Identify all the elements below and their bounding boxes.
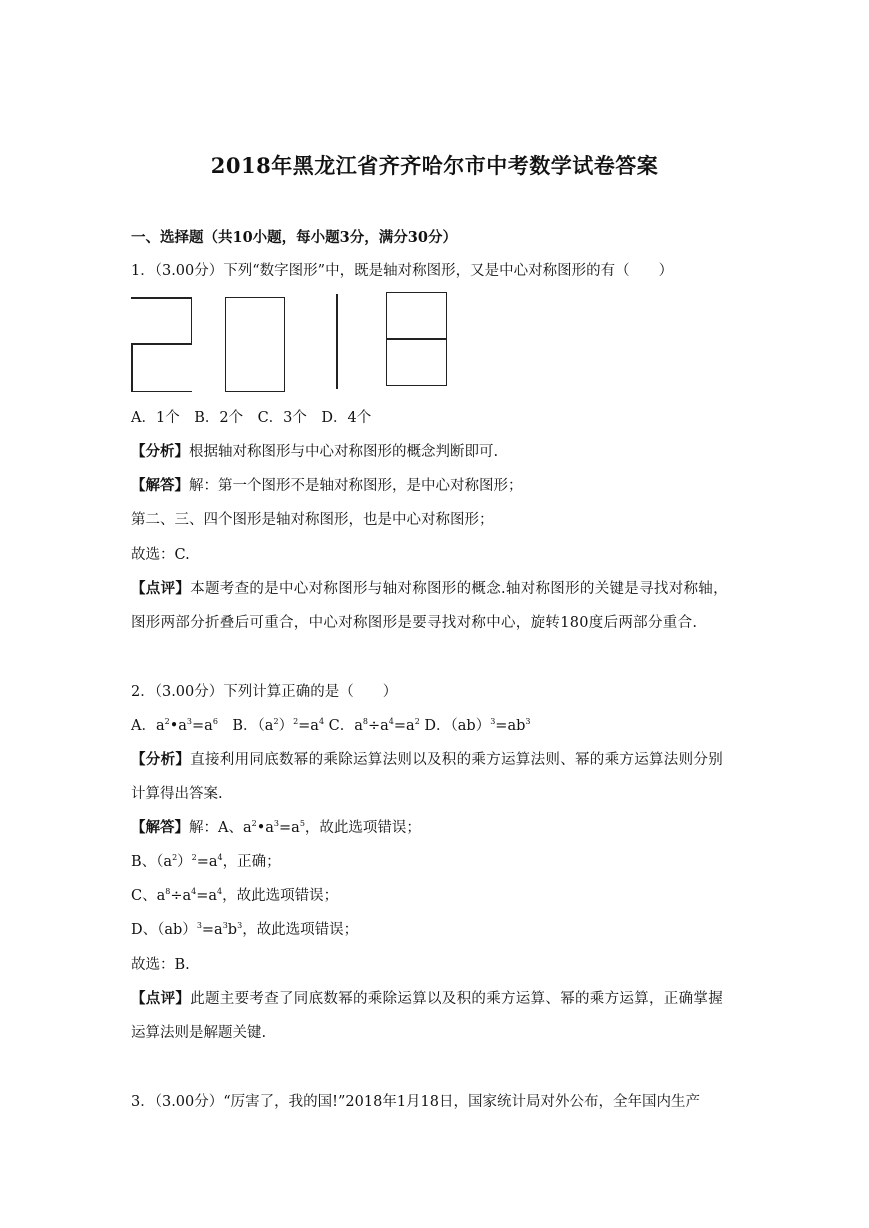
- question-2-analysis: 【分析】直接利用同底数幂的乘除运算法则以及积的乘方运算法则、幂的乘方运算法则分别: [131, 751, 723, 768]
- question-1-choice: 故选：C.: [131, 547, 190, 563]
- question-2-comment: 【点评】此题主要考查了同底数幂的乘除运算以及积的乘方运算、幂的乘方运算，正确掌握: [131, 990, 723, 1007]
- question-2-stem: 2．（3.00分）下列计算正确的是（ ）: [131, 684, 398, 700]
- question-2-options: A．$a^2•a^3=a^6$ B．$(a^2)^2=a^4$ C．$a^8\div a^4=a^2$ D．$(ab)^3=ab^3$: [131, 717, 531, 734]
- question-2-comment-line: 运算法则是解题关键.: [131, 1025, 267, 1041]
- question-3-stem: 3．（3.00分）“厉害了，我的国!”2018年1月18日，国家统计局对外公布，全年国内生产: [131, 1094, 700, 1110]
- question-2-analysis-line: 计算得出答案.: [131, 786, 223, 802]
- question-1-analysis: 【分析】根据轴对称图形与中心对称图形的概念判断即可.: [131, 443, 499, 460]
- question-2-choice: 故选：B.: [131, 957, 190, 973]
- figure-digit-0: [225, 297, 285, 392]
- figure-digit-1: [336, 294, 338, 389]
- section-heading: 一、选择题（共10小题，每小题3分，满分30分）: [131, 229, 457, 246]
- question-1-comment: 【点评】本题考查的是中心对称图形与轴对称图形的概念.轴对称图形的关键是寻找对称轴，: [131, 580, 728, 597]
- question-1-comment-line: 图形两部分折叠后可重合，中心对称图形是要寻找对称中心，旋转180度后两部分重合.: [131, 615, 698, 631]
- question-1-stem: 1．（3.00分）下列“数字图形”中，既是轴对称图形，又是中心对称图形的有（ ）: [131, 263, 674, 279]
- question-2-solution-d: D、$(ab)^3=a^3b^3$，故此选项错误；: [131, 921, 359, 938]
- question-1-options: A．1个 B．2个 C．3个 D．4个: [131, 410, 372, 426]
- page-title: 2018年黑龙江省齐齐哈尔市中考数学试卷答案: [210, 153, 659, 178]
- question-2-solution-c: C、$a^8\div a^4=a^4$，故此选项错误；: [131, 887, 339, 904]
- question-2-solution-b: B、$(a^2)^2=a^4$，正确；: [131, 853, 281, 870]
- question-2-solution-a: 【解答】解：A、$a^2•a^3=a^5$，故此选项错误；: [131, 819, 421, 836]
- question-1-solution: 【解答】解：第一个图形不是轴对称图形，是中心对称图形；: [131, 477, 523, 494]
- question-1-solution-line: 第二、三、四个图形是轴对称图形，也是中心对称图形；: [131, 512, 494, 528]
